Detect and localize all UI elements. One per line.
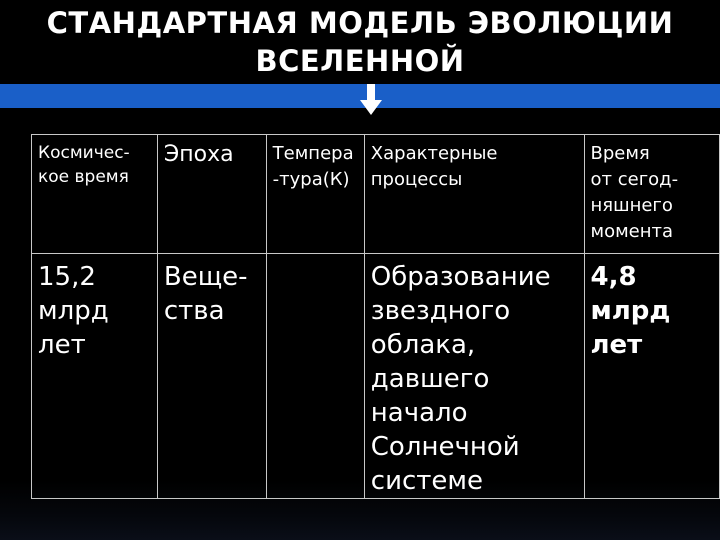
header-temperature: Темпера -тура(К) [266,135,364,254]
header-epoch: Эпоха [157,135,266,254]
evolution-table [31,134,720,499]
cell-processes: Образование звездного облака, давшего начало Солнечной системе [364,254,584,499]
header-time-from-now: Время от сегод- няшнего момента [584,135,720,254]
table-header-row [32,135,720,254]
cell-cosmic-time: 15,2 млрд лет [32,254,158,499]
down-arrow-icon [360,84,382,116]
title-line-2: ВСЕЛЕННОЙ [255,44,465,78]
page-title [0,4,720,80]
header-cosmic-time: Космичес- кое время [32,135,158,254]
cell-temperature [266,254,364,499]
table-row [32,254,720,499]
header-processes: Характерные процессы [364,135,584,254]
title-line-1: СТАНДАРТНАЯ МОДЕЛЬ ЭВОЛЮЦИИ [46,6,674,40]
cell-epoch: Веще- ства [157,254,266,499]
cell-time-from-now: 4,8 млрд лет [584,254,720,499]
